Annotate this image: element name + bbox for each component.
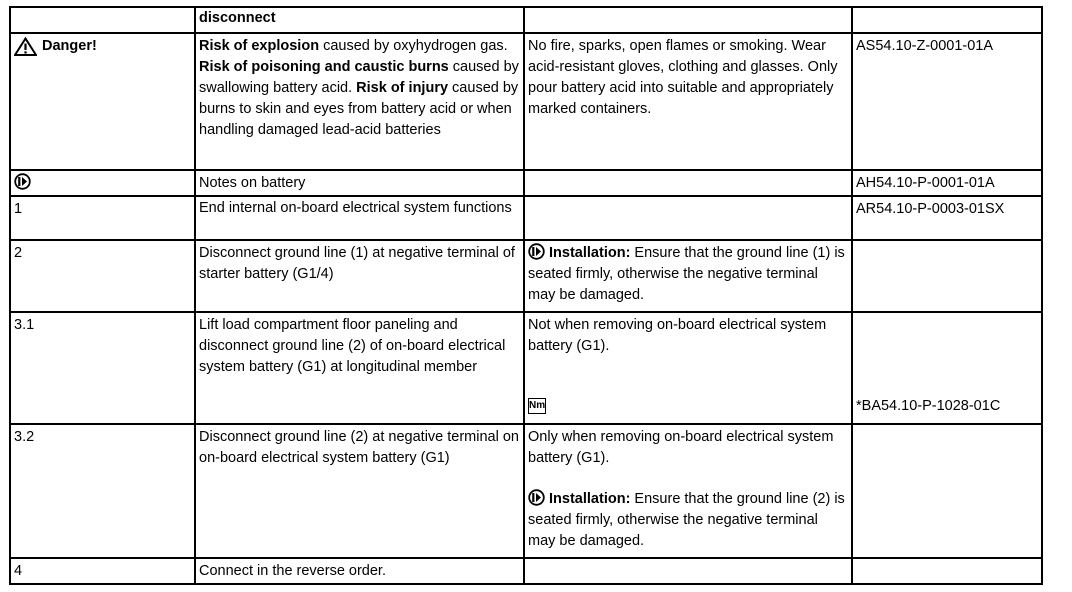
warning-triangle-icon <box>14 37 37 56</box>
table-row <box>10 424 1042 558</box>
danger-label <box>14 36 97 57</box>
action-text: Lift load compartment floor paneling and disconnect ground line (2) of on-board electrical system battery (G1) at longitudinal member <box>199 317 506 375</box>
danger-text: Danger! <box>42 38 97 54</box>
action-cell <box>195 558 524 584</box>
reference-link[interactable]: AH54.10-P-0001-01A <box>856 175 995 191</box>
reference-link[interactable]: AR54.10-P-0003-01SX <box>856 201 1005 217</box>
note-cell <box>524 7 852 33</box>
reference-cell <box>852 240 1042 312</box>
table-row <box>10 312 1042 424</box>
danger-text-segment: caused by burns to skin and eyes from battery acid or when handling damaged lead-acid batteries <box>199 80 519 138</box>
note-cell <box>524 424 852 558</box>
reference-link[interactable]: *BA54.10-P-1028-01C <box>856 398 1001 414</box>
action-text: Notes on battery <box>199 175 306 191</box>
action-cell <box>195 170 524 196</box>
procedure-table <box>9 6 1043 585</box>
reference-cell <box>852 558 1042 584</box>
step-number: 2 <box>14 245 23 261</box>
reference-cell <box>852 424 1042 558</box>
table-row <box>10 170 1042 196</box>
info-note-icon <box>528 243 545 260</box>
installation-label: Installation: <box>549 245 631 261</box>
danger-emphasis-text: Risk of explosion <box>199 38 320 54</box>
step-cell <box>10 7 195 33</box>
table-row <box>10 240 1042 312</box>
installation-label: Installation: <box>549 491 631 507</box>
info-note-icon <box>528 489 545 506</box>
action-cell <box>195 7 524 33</box>
step-cell <box>10 170 195 196</box>
step-cell <box>10 196 195 240</box>
torque-nm-icon: Nm <box>528 398 546 414</box>
step-number: 3.2 <box>14 429 35 445</box>
action-text: Disconnect ground line (2) at negative terminal on on-board electrical system battery (G1) <box>199 429 519 466</box>
danger-text-segment: caused by oxyhydrogen gas. <box>319 38 508 54</box>
danger-emphasis-text: Risk of poisoning and caustic burns <box>199 59 449 75</box>
danger-text-segment: caused by swallowing battery acid. <box>199 59 519 96</box>
note-cell <box>524 240 852 312</box>
reference-cell <box>852 312 1042 424</box>
table-row <box>10 558 1042 584</box>
danger-emphasis-text: Risk of injury <box>356 80 449 96</box>
note-cell <box>524 170 852 196</box>
note-cell <box>524 558 852 584</box>
note-cell <box>524 33 852 170</box>
reference-cell <box>852 7 1042 33</box>
action-cell <box>195 424 524 558</box>
step-cell <box>10 33 195 170</box>
action-cell <box>195 240 524 312</box>
action-cell <box>195 312 524 424</box>
action-text: Disconnect ground line (1) at negative terminal of starter battery (G1/4) <box>199 245 515 282</box>
action-text: Connect in the reverse order. <box>199 563 386 579</box>
installation-text: Ensure that the ground line (1) is seated firmly, otherwise the negative terminal may be damaged. <box>528 245 845 303</box>
installation-text: Ensure that the ground line (2) is seated firmly, otherwise the negative terminal may be damaged. <box>528 491 845 549</box>
note-cell <box>524 196 852 240</box>
table-row <box>10 7 1042 33</box>
step-cell <box>10 424 195 558</box>
action-text: End internal on-board electrical system functions <box>199 200 512 216</box>
reference-cell <box>852 196 1042 240</box>
note-text: Not when removing on-board electrical system battery (G1). <box>528 317 827 354</box>
reference-cell <box>852 170 1042 196</box>
action-text: disconnect <box>199 10 276 26</box>
step-number: 4 <box>14 563 23 579</box>
step-cell <box>10 312 195 424</box>
note-text: No fire, sparks, open flames or smoking. Wear acid-resistant gloves, clothing and glasses. Only pour battery acid into suitable and appropriately marked containers. <box>528 38 838 117</box>
note-cell <box>524 312 852 424</box>
action-cell <box>195 196 524 240</box>
table-row <box>10 33 1042 170</box>
reference-link[interactable]: AS54.10-Z-0001-01A <box>856 38 994 54</box>
reference-cell <box>852 33 1042 170</box>
step-number: 1 <box>14 201 23 217</box>
info-note-icon <box>14 173 31 190</box>
step-number: 3.1 <box>14 317 35 333</box>
step-cell <box>10 240 195 312</box>
table-row <box>10 196 1042 240</box>
note-text: Only when removing on-board electrical system battery (G1). <box>528 429 834 466</box>
action-cell <box>195 33 524 170</box>
step-cell <box>10 558 195 584</box>
